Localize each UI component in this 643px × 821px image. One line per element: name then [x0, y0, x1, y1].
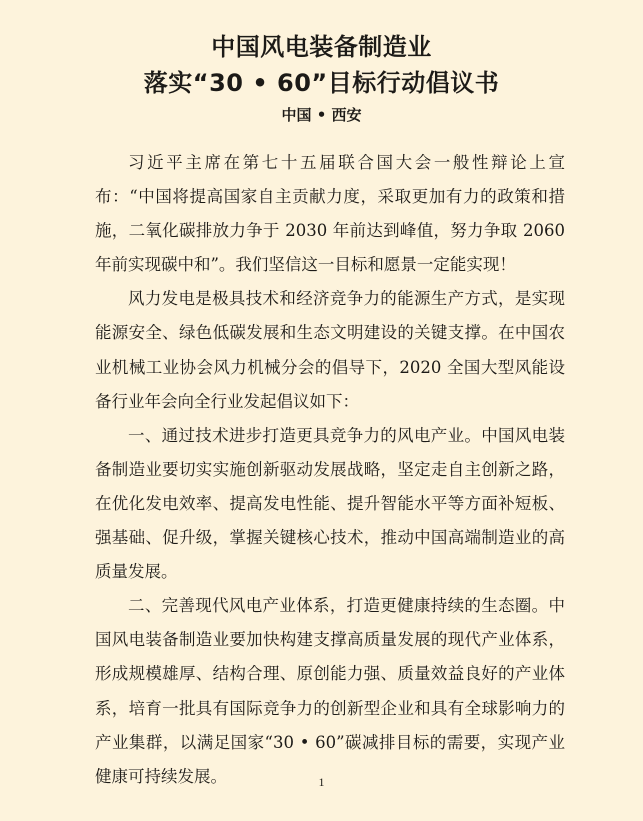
page-number: 1 [318, 775, 325, 789]
document-title-line-2: 落实“30 • 60”目标行动倡议书 [143, 69, 500, 97]
document-body [95, 146, 565, 794]
paragraph-proposal-1: 一、通过技术进步打造更具竞争力的风电产业。中国风电装备制造业要切实实施创新驱动发展战略，坚定走自主创新之路，在优化发电效率、提高发电性能、提升智能水平等方面补短板、强基础、促升级，掌握关键核心技术，推动中国高端制造业的高质量发展。 [95, 425, 565, 582]
paragraph-proposal-2: 二、完善现代风电产业体系，打造更健康持续的生态圈。中国风电装备制造业要加快构建支撑高质量发展的现代产业体系，形成规模雄厚、结构合理、原创能力强、质量效益良好的产业体系，培育一批具有国际竞争力的创新型企业和具有全球影响力的产业集群，以满足国家“30 • 60”碳减排目标的需要，实现产业健康可持续发展。 [95, 596, 565, 786]
document-subtitle-location: 中国 • 西安 [281, 106, 362, 124]
paragraph-intro: 习近平主席在第七十五届联合国大会一般性辩论上宣布：“中国将提高国家自主贡献力度，采取更加有力的政策和措施，二氧化碳排放力争于 2030 年前达到峰值，努力争取 2060 年前实现碳中和”。我们坚信这一目标和愿景一定能实现！ [95, 153, 565, 275]
paragraph-wind-power: 风力发电是极具技术和经济竞争力的能源生产方式，是实现能源安全、绿色低碳发展和生态文明建设的关键支撑。在中国农业机械工业协会风力机械分会的倡导下，2020 全国大型风能设备行业年会向全行业发起倡议如下： [95, 289, 565, 411]
document-title-line-1: 中国风电装备制造业 [211, 33, 432, 61]
